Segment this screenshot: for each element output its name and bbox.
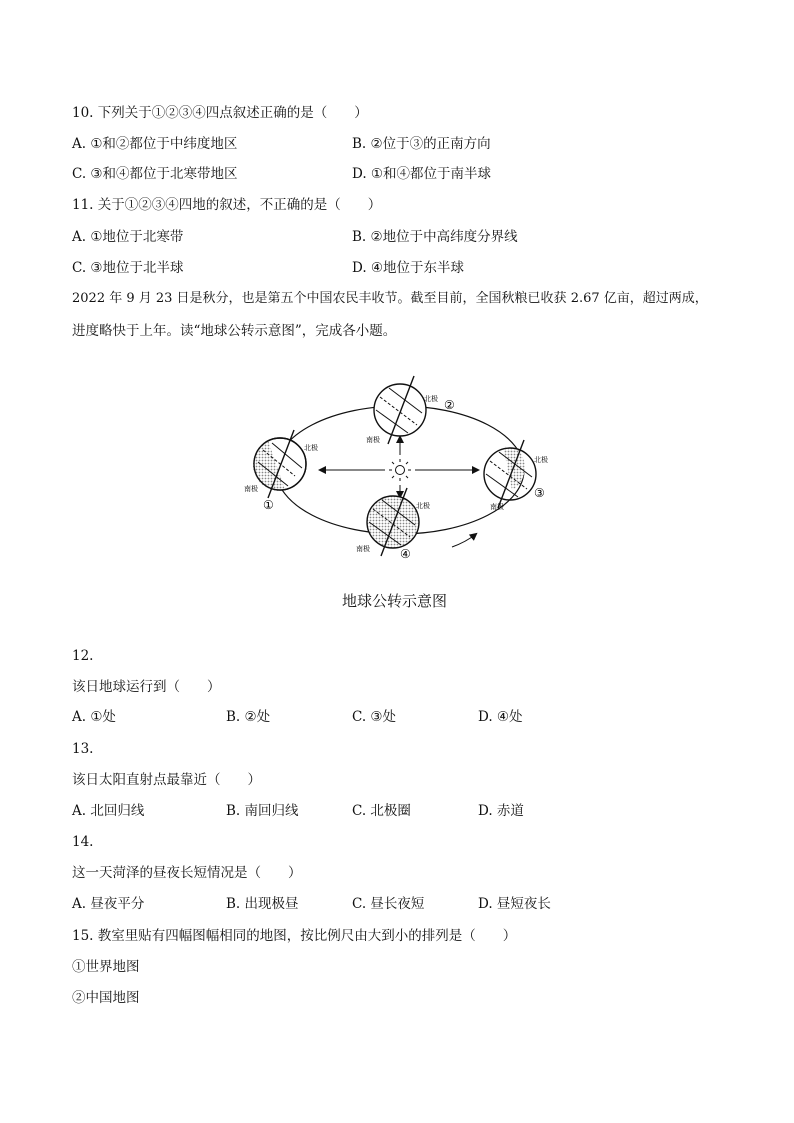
q12-stem: 该日地球运行到（ ） [72, 679, 221, 695]
marker-1: ① [263, 498, 274, 512]
earth-position-1 [253, 430, 306, 498]
sun-icon [389, 459, 411, 481]
passage-line-2: 进度略快于上年。读“地球公转示意图”，完成各小题。 [72, 323, 397, 339]
earth-position-2 [374, 376, 426, 444]
q13-number: 13. [72, 741, 94, 757]
q11-option-b[interactable]: B. ②地位于中高纬度分界线 [352, 229, 518, 245]
q15-item-1: ①世界地图 [72, 959, 140, 975]
earth-revolution-diagram [240, 375, 560, 565]
q14-option-b[interactable]: B. 出现极昼 [226, 896, 299, 912]
earth-position-4 [367, 488, 419, 556]
q14-option-a[interactable]: A. 昼夜平分 [72, 896, 145, 912]
q10-option-b[interactable]: B. ②位于③的正南方向 [352, 136, 491, 152]
q10-option-c[interactable]: C. ③和④都位于北寒带地区 [72, 166, 238, 182]
label-north-3: 北极 [534, 456, 548, 464]
q14-number: 14. [72, 834, 94, 850]
label-south-3: 南极 [490, 503, 504, 511]
q11-option-a[interactable]: A. ①地位于北寒带 [72, 229, 184, 245]
q14-option-c[interactable]: C. 昼长夜短 [352, 896, 425, 912]
marker-3: ③ [534, 486, 545, 500]
q13-stem: 该日太阳直射点最靠近（ ） [72, 772, 261, 788]
revolution-direction-arrow [452, 534, 476, 547]
q13-option-a[interactable]: A. 北回归线 [72, 803, 145, 819]
label-south-1: 南极 [244, 485, 258, 493]
q11-stem: 11. 关于①②③④四地的叙述，不正确的是（ ） [72, 197, 382, 213]
q11-option-c[interactable]: C. ③地位于北半球 [72, 260, 184, 276]
earth-position-3 [484, 440, 536, 508]
q14-stem: 这一天菏泽的昼夜长短情况是（ ） [72, 865, 302, 881]
label-north-2: 北极 [424, 395, 438, 403]
q13-option-b[interactable]: B. 南回归线 [226, 803, 299, 819]
q11-option-d[interactable]: D. ④地位于东半球 [352, 260, 465, 276]
q12-option-c[interactable]: C. ③处 [352, 709, 397, 725]
marker-2: ② [444, 398, 455, 412]
q12-number: 12. [72, 648, 94, 664]
q12-option-b[interactable]: B. ②处 [226, 709, 271, 725]
marker-4: ④ [400, 547, 411, 561]
q12-option-a[interactable]: A. ①处 [72, 709, 116, 725]
q10-option-a[interactable]: A. ①和②都位于中纬度地区 [72, 136, 238, 152]
q12-option-d[interactable]: D. ④处 [478, 709, 523, 725]
label-south-4: 南极 [356, 545, 370, 553]
figure-caption: 地球公转示意图 [342, 592, 448, 610]
q13-option-d[interactable]: D. 赤道 [478, 803, 524, 819]
label-south-2: 南极 [366, 436, 380, 444]
q10-option-d[interactable]: D. ①和④都位于南半球 [352, 166, 492, 182]
q15-stem: 15. 教室里贴有四幅图幅相同的地图，按比例尺由大到小的排列是（ ） [72, 928, 517, 944]
q15-item-2: ②中国地图 [72, 990, 140, 1006]
passage-line-1: 2022 年 9 月 23 日是秋分，也是第五个中国农民丰收节。截至目前，全国秋粮已收获 2.67 亿亩，超过两成， [72, 291, 708, 306]
q13-option-c[interactable]: C. 北极圈 [352, 803, 411, 819]
q10-stem: 10. 下列关于①②③④四点叙述正确的是（ ） [72, 105, 368, 121]
q14-option-d[interactable]: D. 昼短夜长 [478, 896, 551, 912]
label-north-4: 北极 [416, 502, 430, 510]
label-north-1: 北极 [304, 444, 318, 452]
